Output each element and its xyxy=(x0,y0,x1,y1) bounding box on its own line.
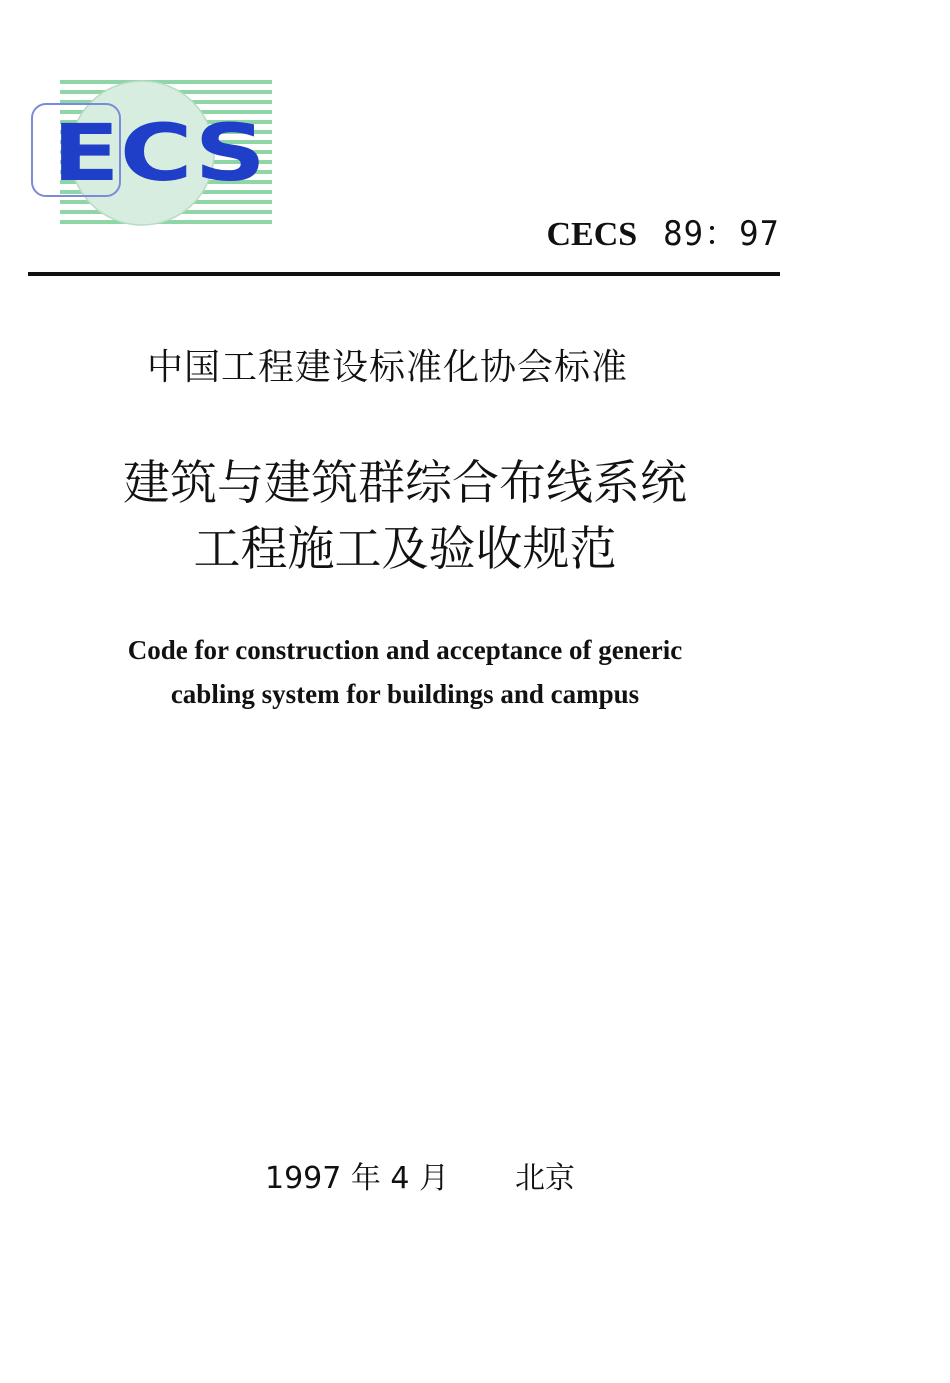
publication-city: 北京 xyxy=(515,1161,576,1196)
english-title-line-1: Code for construction and acceptance of generic xyxy=(127,635,683,665)
logo-text: ECS xyxy=(52,109,266,199)
publication-info xyxy=(265,1158,575,1200)
ecs-logo xyxy=(30,78,275,228)
standard-number: 89：97 xyxy=(663,214,780,254)
header-rule xyxy=(28,272,780,276)
standard-prefix: CECS xyxy=(546,216,638,253)
chinese-title-line-1: 建筑与建筑群综合布线系统 xyxy=(123,456,687,511)
organization-name: 中国工程建设标准化协会标准 xyxy=(147,347,629,388)
standard-code xyxy=(546,212,780,257)
chinese-title-line-2: 工程施工及验收规范 xyxy=(193,522,617,577)
publication-date: 1997 年 4 月 xyxy=(265,1161,450,1196)
english-title-line-2: cabling system for buildings and campus xyxy=(170,679,640,709)
